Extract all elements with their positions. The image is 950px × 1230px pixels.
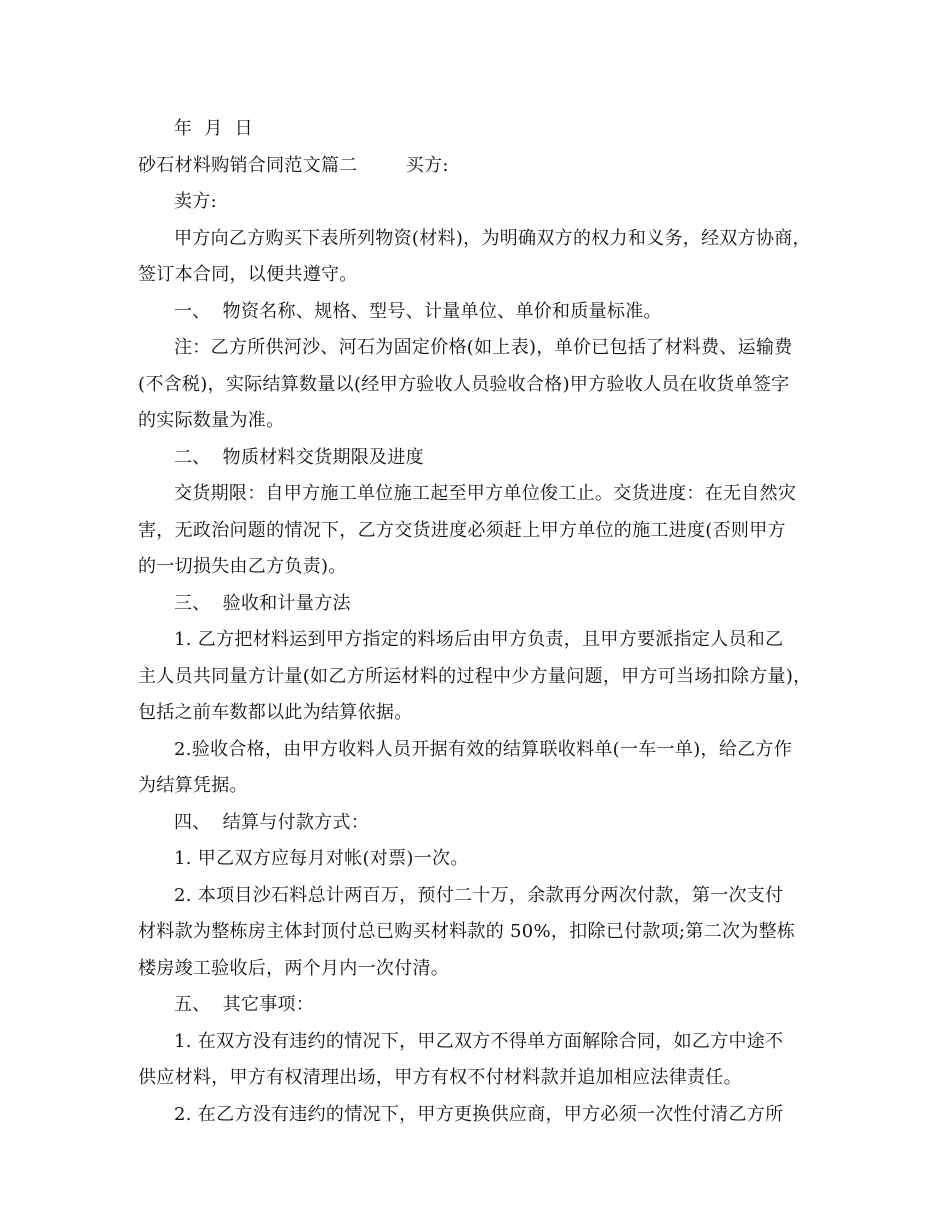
section-heading: 一、 物资名称、规格、型号、计量单位、单价和质量标准。 (174, 300, 662, 322)
paragraph-line: 2. 本项目沙石料总计两百万，预付二十万，余款再分两次付款，第一次支付 (174, 884, 784, 906)
paragraph-line: 害，无政治问题的情况下，乙方交货进度必须赶上甲方单位的施工进度(否则甲方 (138, 519, 786, 541)
paragraph-line: 交货期限：自甲方施工单位施工起至甲方单位俊工止。交货进度：在无自然灾 (174, 483, 797, 504)
paragraph-line: 为结算凭据。 (138, 775, 248, 796)
paragraph-line: 1. 在双方没有违约的情况下，甲乙双方不得单方面解除合同，如乙方中途不 (174, 1030, 784, 1052)
paragraph-line: 2.验收合格，由甲方收料人员开据有效的结算联收料单(一车一单)，给乙方作 (174, 738, 793, 760)
date-line: 年 月 日 (174, 118, 253, 139)
paragraph-line: 材料款为整栋房主体封顶付总已购买材料款的 50%，扣除已付款项;第二次为整栋 (138, 921, 796, 942)
paragraph-line: 供应材料，甲方有权清理出场，甲方有权不付材料款并追加相应法律责任。 (138, 1067, 742, 1088)
document-body (138, 111, 828, 1133)
title-line: 砂石材料购销合同范文篇二 买方: (138, 154, 449, 176)
paragraph-line: 1. 甲乙双方应每月对帐(对票)一次。 (174, 848, 469, 869)
paragraph-line: 签订本合同，以便共遵守。 (138, 264, 358, 285)
seller-line: 卖方: (174, 191, 217, 212)
paragraph-line: 注：乙方所供河沙、河石为固定价格(如上表)，单价已包括了材料费、运输费 (174, 337, 793, 358)
paragraph-line: 包括之前车数都以此为结算依据。 (138, 702, 413, 723)
paragraph-line: (不含税)，实际结算数量以(经甲方验收人员验收合格)甲方验收人员在收货单签字 (138, 373, 790, 395)
section-heading: 二、 物质材料交货期限及进度 (174, 446, 424, 468)
paragraph-line: 主人员共同量方计量(如乙方所运材料的过程中少方量问题，甲方可当场扣除方量)， (138, 665, 812, 687)
paragraph-line: 2. 在乙方没有违约的情况下，甲方更换供应商，甲方必须一次性付清乙方所 (174, 1103, 784, 1125)
paragraph-line: 楼房竣工验收后，两个月内一次付清。 (138, 957, 450, 979)
paragraph-line: 的实际数量为准。 (138, 410, 285, 431)
paragraph-line: 的一切损失由乙方负责)。 (138, 556, 347, 577)
section-heading: 三、 验收和计量方法 (174, 592, 351, 614)
section-heading: 五、 其它事项： (174, 994, 315, 1015)
section-heading: 四、 结算与付款方式： (174, 811, 370, 833)
paragraph-line: 甲方向乙方购买下表所列物资(材料)，为明确双方的权力和义务，经双方协商， (174, 227, 811, 249)
paragraph-line: 1. 乙方把材料运到甲方指定的料场后由甲方负责，且甲方要派指定人员和乙 (174, 629, 784, 650)
